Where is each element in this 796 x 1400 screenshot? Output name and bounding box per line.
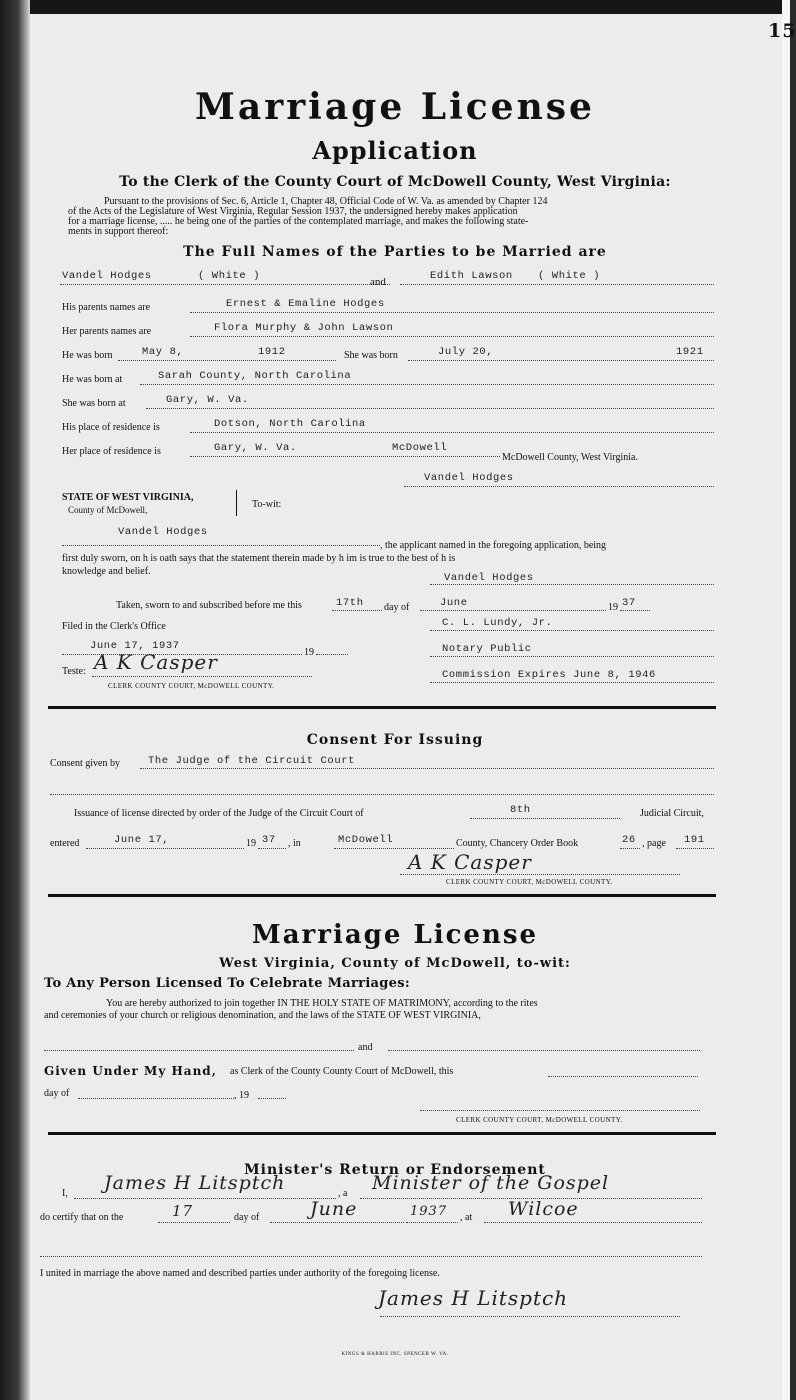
intro-line-4: ments in support thereof: xyxy=(68,226,169,237)
license-day-of: day of xyxy=(44,1088,70,1099)
consent-county: McDowell xyxy=(338,834,394,846)
judicial-circuit-label: Judicial Circuit, xyxy=(640,808,704,819)
consent-clerk-signature: A K Casper xyxy=(408,850,532,874)
he-born-at-label: He was born at xyxy=(62,374,123,385)
she-born-year: 1921 xyxy=(676,346,704,358)
entered-year: 37 xyxy=(262,834,276,846)
he-born-date: May 8, xyxy=(142,346,184,358)
applicant-signature: Vandel Hodges xyxy=(424,472,514,484)
filed-date: June 17, 1937 xyxy=(90,640,180,652)
notary-name: C. L. Lundy, Jr. xyxy=(442,617,553,629)
license-title: Marriage License xyxy=(251,920,539,950)
she-born-at-label: She was born at xyxy=(62,398,126,409)
united-text: I united in marriage the above named and described parties under authority of the foregoing license. xyxy=(40,1268,440,1279)
return-place: Wilcoe xyxy=(508,1198,579,1220)
sworn-month: June xyxy=(440,597,468,609)
teste-label: Teste: xyxy=(62,666,86,677)
license-year-prefix: , 19 xyxy=(234,1090,249,1101)
her-parents-label: Her parents names are xyxy=(62,326,152,337)
return-at-label: , at xyxy=(460,1212,473,1223)
certify-label: do certify that on the xyxy=(40,1212,124,1223)
consent-clerk-caption: CLERK COUNTY COURT, McDOWELL COUNTY. xyxy=(446,878,613,886)
bride-name: Edith Lawson xyxy=(430,270,513,282)
county-label: County of McDowell, xyxy=(68,505,148,515)
to-wit-label: To-wit: xyxy=(252,499,282,510)
her-parents: Flora Murphy & John Lawson xyxy=(214,322,394,334)
section-rule-1 xyxy=(48,706,716,709)
commission-expires: Commission Expires June 8, 1946 xyxy=(442,669,656,681)
groom-name: Vandel Hodges xyxy=(62,270,152,282)
return-year: 1937 xyxy=(410,1204,448,1219)
page-number: 15 xyxy=(768,20,796,42)
chancery-page: 191 xyxy=(684,834,705,846)
given-text: as Clerk of the County County Court of McDowell, this xyxy=(230,1066,454,1077)
knowledge-text: knowledge and belief. xyxy=(62,566,151,577)
notary-title: Notary Public xyxy=(442,643,532,655)
entered-label: entered xyxy=(50,838,80,849)
his-parents-label: His parents names are xyxy=(62,302,151,313)
return-month: June xyxy=(310,1198,358,1220)
she-born-at: Gary, W. Va. xyxy=(166,394,249,406)
return-a-label: , a xyxy=(338,1188,348,1199)
license-clerk-caption: CLERK COUNTY COURT, McDOWELL COUNTY. xyxy=(456,1116,623,1124)
section-rule-2 xyxy=(48,894,716,897)
circuit-number: 8th xyxy=(510,804,531,816)
chancery-label: County, Chancery Order Book xyxy=(456,838,579,849)
in-label: , in xyxy=(288,838,301,849)
filed-label: Filed in the Clerk's Office xyxy=(62,621,166,632)
auth-line-1: You are hereby authorized to join together IN THE HOLY STATE OF MATRIMONY, according to the rites xyxy=(106,998,538,1009)
minister-signature: James H Litsptch xyxy=(378,1286,569,1310)
given-under-label: Given Under My Hand, xyxy=(44,1064,217,1078)
state-label: STATE OF WEST VIRGINIA, xyxy=(62,492,194,503)
chancery-book: 26 xyxy=(622,834,636,846)
applicant-name: Vandel Hodges xyxy=(118,526,208,538)
state-bracket xyxy=(236,490,237,516)
consent-given-by: The Judge of the Circuit Court xyxy=(148,755,356,767)
sworn-day: 17th xyxy=(336,597,364,609)
sworn-text: first duly sworn, on h is oath says that the statement therein made by h im is true to the best of h is xyxy=(62,553,456,564)
intro-line-2: of the Acts of the Legislature of West Virginia, Regular Session 1937, the undersigned hereby makes application xyxy=(68,206,518,217)
minister-title: Minister of the Gospel xyxy=(372,1172,610,1194)
application-subtitle: Application xyxy=(312,136,478,165)
auth-line-2: and ceremonies of your church or religious denomination, and the laws of the STATE OF WEST VIRGINIA, xyxy=(44,1010,481,1021)
entered-year-prefix: 19 xyxy=(246,838,256,849)
groom-race: ( White ) xyxy=(198,270,261,282)
scan-edge-left xyxy=(0,0,30,1400)
scan-edge-right xyxy=(782,0,790,1400)
to-any-person: To Any Person Licensed To Celebrate Marriages: xyxy=(44,976,410,991)
bride-race: ( White ) xyxy=(538,270,601,282)
license-and-label: and xyxy=(358,1042,373,1053)
sworn-before-text: Taken, sworn to and subscribed before me this xyxy=(116,600,302,611)
section-rule-3 xyxy=(48,1132,716,1135)
license-county-line: West Virginia, County of McDowell, to-wit: xyxy=(219,956,571,971)
his-parents: Ernest & Emaline Hodges xyxy=(226,298,385,310)
affiant-signature: Vandel Hodges xyxy=(444,572,534,584)
teste-signature: A K Casper xyxy=(94,650,218,674)
she-born-date: July 20, xyxy=(438,346,494,358)
return-heading: Minister's Return or Endorsement xyxy=(244,1162,546,1178)
intro-line-3: for a marriage license, ..... he being one of the parties of the contemplated marriage, and makes the following state- xyxy=(68,216,529,227)
printer-imprint: KINGS & HARRIS INC. SPENCER W. VA. xyxy=(341,1352,449,1357)
his-residence: Dotson, North Carolina xyxy=(214,418,366,430)
issuance-text: Issuance of license directed by order of the Judge of the Circuit Court of xyxy=(74,808,364,819)
page-label: , page xyxy=(642,838,666,849)
she-born-label: She was born xyxy=(344,350,398,361)
sworn-day-of: day of xyxy=(384,602,410,613)
to-clerk-line: To the Clerk of the County Court of McDowell County, West Virginia: xyxy=(119,174,671,190)
intro-line-1: Pursuant to the provisions of Sec. 6, Article 1, Chapter 48, Official Code of W. Va. as amended by Chapter 124 xyxy=(104,196,548,207)
return-i-label: I, xyxy=(62,1188,68,1199)
applicant-named-text: , the applicant named in the foregoing application, being xyxy=(380,540,607,551)
her-residence: Gary, W. Va. xyxy=(214,442,297,454)
he-born-year: 1912 xyxy=(258,346,286,358)
he-born-at: Sarah County, North Carolina xyxy=(158,370,352,382)
minister-name: James H Litsptch xyxy=(104,1172,286,1194)
entered-date: June 17, xyxy=(114,834,170,846)
her-residence-county: McDowell xyxy=(392,442,448,454)
county-suffix: McDowell County, West Virginia. xyxy=(502,452,638,463)
return-day-of: day of xyxy=(234,1212,260,1223)
sworn-year-prefix: 19 xyxy=(608,602,618,613)
consent-heading: Consent For Issuing xyxy=(306,732,484,748)
full-names-heading: The Full Names of the Parties to be Married are xyxy=(183,244,607,260)
he-born-label: He was born xyxy=(62,350,113,361)
consent-given-label: Consent given by xyxy=(50,758,120,769)
scan-edge-top xyxy=(0,0,790,14)
and-label: and xyxy=(370,276,386,288)
his-residence-label: His place of residence is xyxy=(62,422,160,433)
her-residence-label: Her place of residence is xyxy=(62,446,161,457)
sworn-year: 37 xyxy=(622,597,636,609)
application-title: Marriage License xyxy=(195,86,595,128)
filed-year-prefix: 19 xyxy=(304,647,314,658)
return-day: 17 xyxy=(172,1202,194,1220)
teste-clerk-caption: CLERK COUNTY COURT, McDOWELL COUNTY. xyxy=(108,682,275,690)
